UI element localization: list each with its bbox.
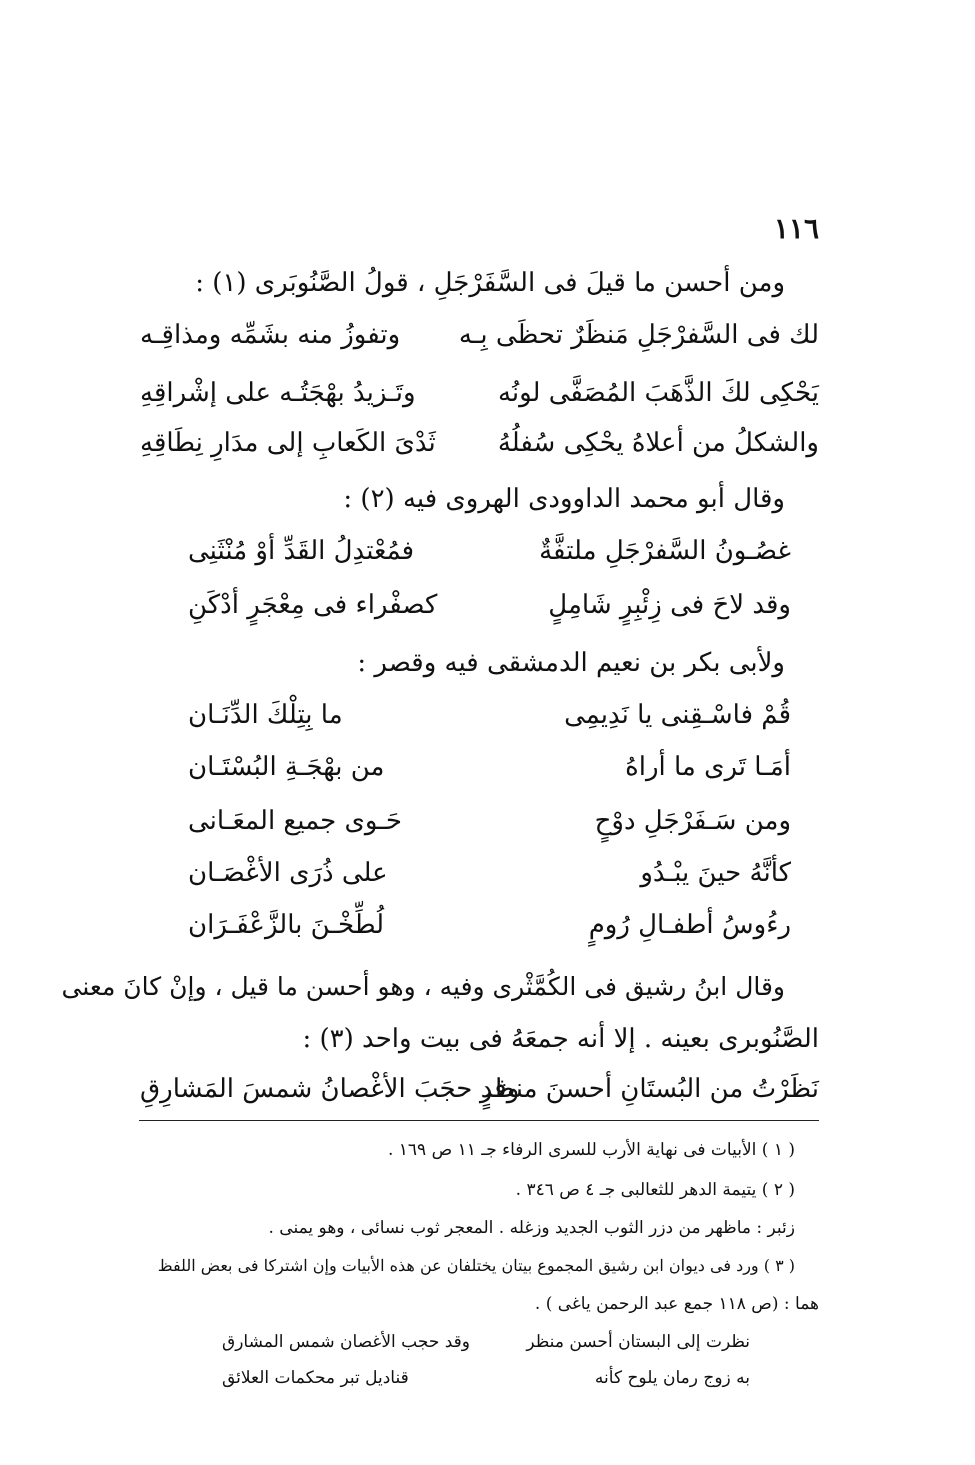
hemistich-first: رءُوسُ أطفـالِ رُومٍ	[588, 910, 791, 940]
verse-1-3	[140, 428, 819, 472]
hemistich-second: وقد حجب الأغصان شمس المشارق	[222, 1332, 470, 1352]
hemistich-second: كصفْراء فى مِعْجَرٍ أدْكَنِ	[188, 590, 438, 620]
hemistich-second: قناديل تبر محكمات العلائق	[222, 1368, 409, 1388]
page-number: ١١٦	[773, 212, 819, 245]
verse-2-1	[188, 536, 791, 580]
verse-3-2	[188, 752, 791, 796]
hemistich-second: وتَـزيدُ بهْجَتُـه على إشْراقِهِ	[140, 378, 416, 408]
hemistich-first: ومن سَـفَرْجَلِ دوْحٍ	[594, 806, 791, 836]
verse-3-1	[188, 700, 791, 744]
hemistich-first: والشكلُ من أعلاهُ يحْكِى سُفلُهُ	[497, 428, 819, 458]
verse-3-4	[188, 858, 791, 902]
footnote-verse-1	[222, 1332, 750, 1360]
verse-1-2	[140, 378, 819, 422]
hemistich-second: من بهْجَـةِ البُسْتَـان	[188, 752, 385, 782]
footnote-1: ( ١ ) الأبيات فى نهاية الأرب للسرى الرفاء جـ ١١ ص ١٦٩ .	[387, 1140, 795, 1160]
footnote-verse-2	[222, 1368, 750, 1396]
hemistich-second: فمُعْتدِلُ القَدِّ أوْ مُنْثَنِى	[188, 536, 415, 566]
hemistich-second: على ذُرَى الأغْصَـان	[188, 858, 388, 888]
intro-line-3: ولأبى بكر بن نعيم الدمشقى فيه وقصر :	[357, 648, 785, 678]
hemistich-first: غصُـونُ السَّفرْجَلِ ملتفَّةٌ	[539, 536, 791, 566]
intro-line-4a: وقال ابنُ رشيق فى الكُمَّثْرى وفيه ، وهو أحسن ما قيل ، وإنْ كانَ معنى	[61, 972, 785, 1001]
verse-3-3	[188, 806, 791, 850]
verse-3-5	[188, 910, 791, 954]
verse-1-1	[140, 320, 819, 364]
footnote-2: ( ٢ ) يتيمة الدهر للثعالبى جـ ٤ ص ٣٤٦ .	[515, 1180, 795, 1200]
intro-line-2: وقال أبو محمد الداوودى الهروى فيه (٢) :	[343, 484, 785, 514]
hemistich-first: نظرت إلى البستان أحسن منظر	[526, 1332, 750, 1352]
hemistich-first: أمَـا تَرى ما أراهُ	[625, 752, 791, 782]
hemistich-first: يَحْكِى لكَ الذَّهَبَ المُصَفَّى لونُه	[497, 378, 819, 408]
verse-4-1	[140, 1074, 819, 1118]
hemistich-first: قُمْ فاسْـقِنى يا نَدِيمِى	[564, 700, 791, 730]
hemistich-first: كأنَّهُ حينَ يبْـدُو	[640, 858, 791, 888]
hemistich-first: به زوج رمان يلوح كأنه	[594, 1368, 750, 1388]
hemistich-second: وتفوزُ منه بشَمِّه ومذاقِـه	[140, 320, 401, 350]
footnote-3-line-2: هما : (ص ١١٨ جمع عبد الرحمن ياغى ) .	[534, 1294, 819, 1314]
hemistich-first: وقد لاحَ فى زِئْبِرٍ شَامِلٍ	[548, 590, 791, 620]
hemistich-first: لك فى السَّفرْجَلِ مَنظَرٌ تحظَى بِـه	[458, 320, 819, 350]
intro-line-1: ومن أحسن ما قيلَ فى السَّفَرْجَلِ ، قولُ الصَّنُوبَرى (١) :	[195, 268, 785, 298]
verse-2-2	[188, 590, 791, 634]
intro-line-4b: الصَّنُوبرى بعينه . إلا أنه جمعَهُ فى بيت واحد (٣) :	[302, 1024, 819, 1054]
hemistich-first: نَظَرْتُ من البُستَانِ أحسنَ منظرٍ	[480, 1074, 819, 1104]
hemistich-second: وقد حجَبَ الأغْصانُ شمسَ المَشارِقِ	[140, 1074, 520, 1104]
hemistich-second: ثَدْىَ الكَعابِ إلى مدَارِ نِطَاقِهِ	[140, 428, 436, 458]
footnote-3-line-1: ( ٣ ) ورد فى ديوان ابن رشيق المجموع بيتان يختلفان عن هذه الأبيات وإن اشتركا فى بعض اللفظ	[157, 1256, 795, 1275]
hemistich-second: حَـوى جميع المعَـانى	[188, 806, 402, 836]
footnote-divider	[139, 1120, 819, 1121]
footnote-2-note: زئبر : ماظهر من دزر الثوب الجديد وزغله . المعجر ثوب نسائى ، وهو يمنى .	[268, 1218, 795, 1238]
hemistich-second: ما بِتِلْكَ الدِّنَـان	[188, 700, 343, 730]
hemistich-second: لُطِّخْـنَ بالزَّعْفَـرَان	[188, 910, 385, 940]
